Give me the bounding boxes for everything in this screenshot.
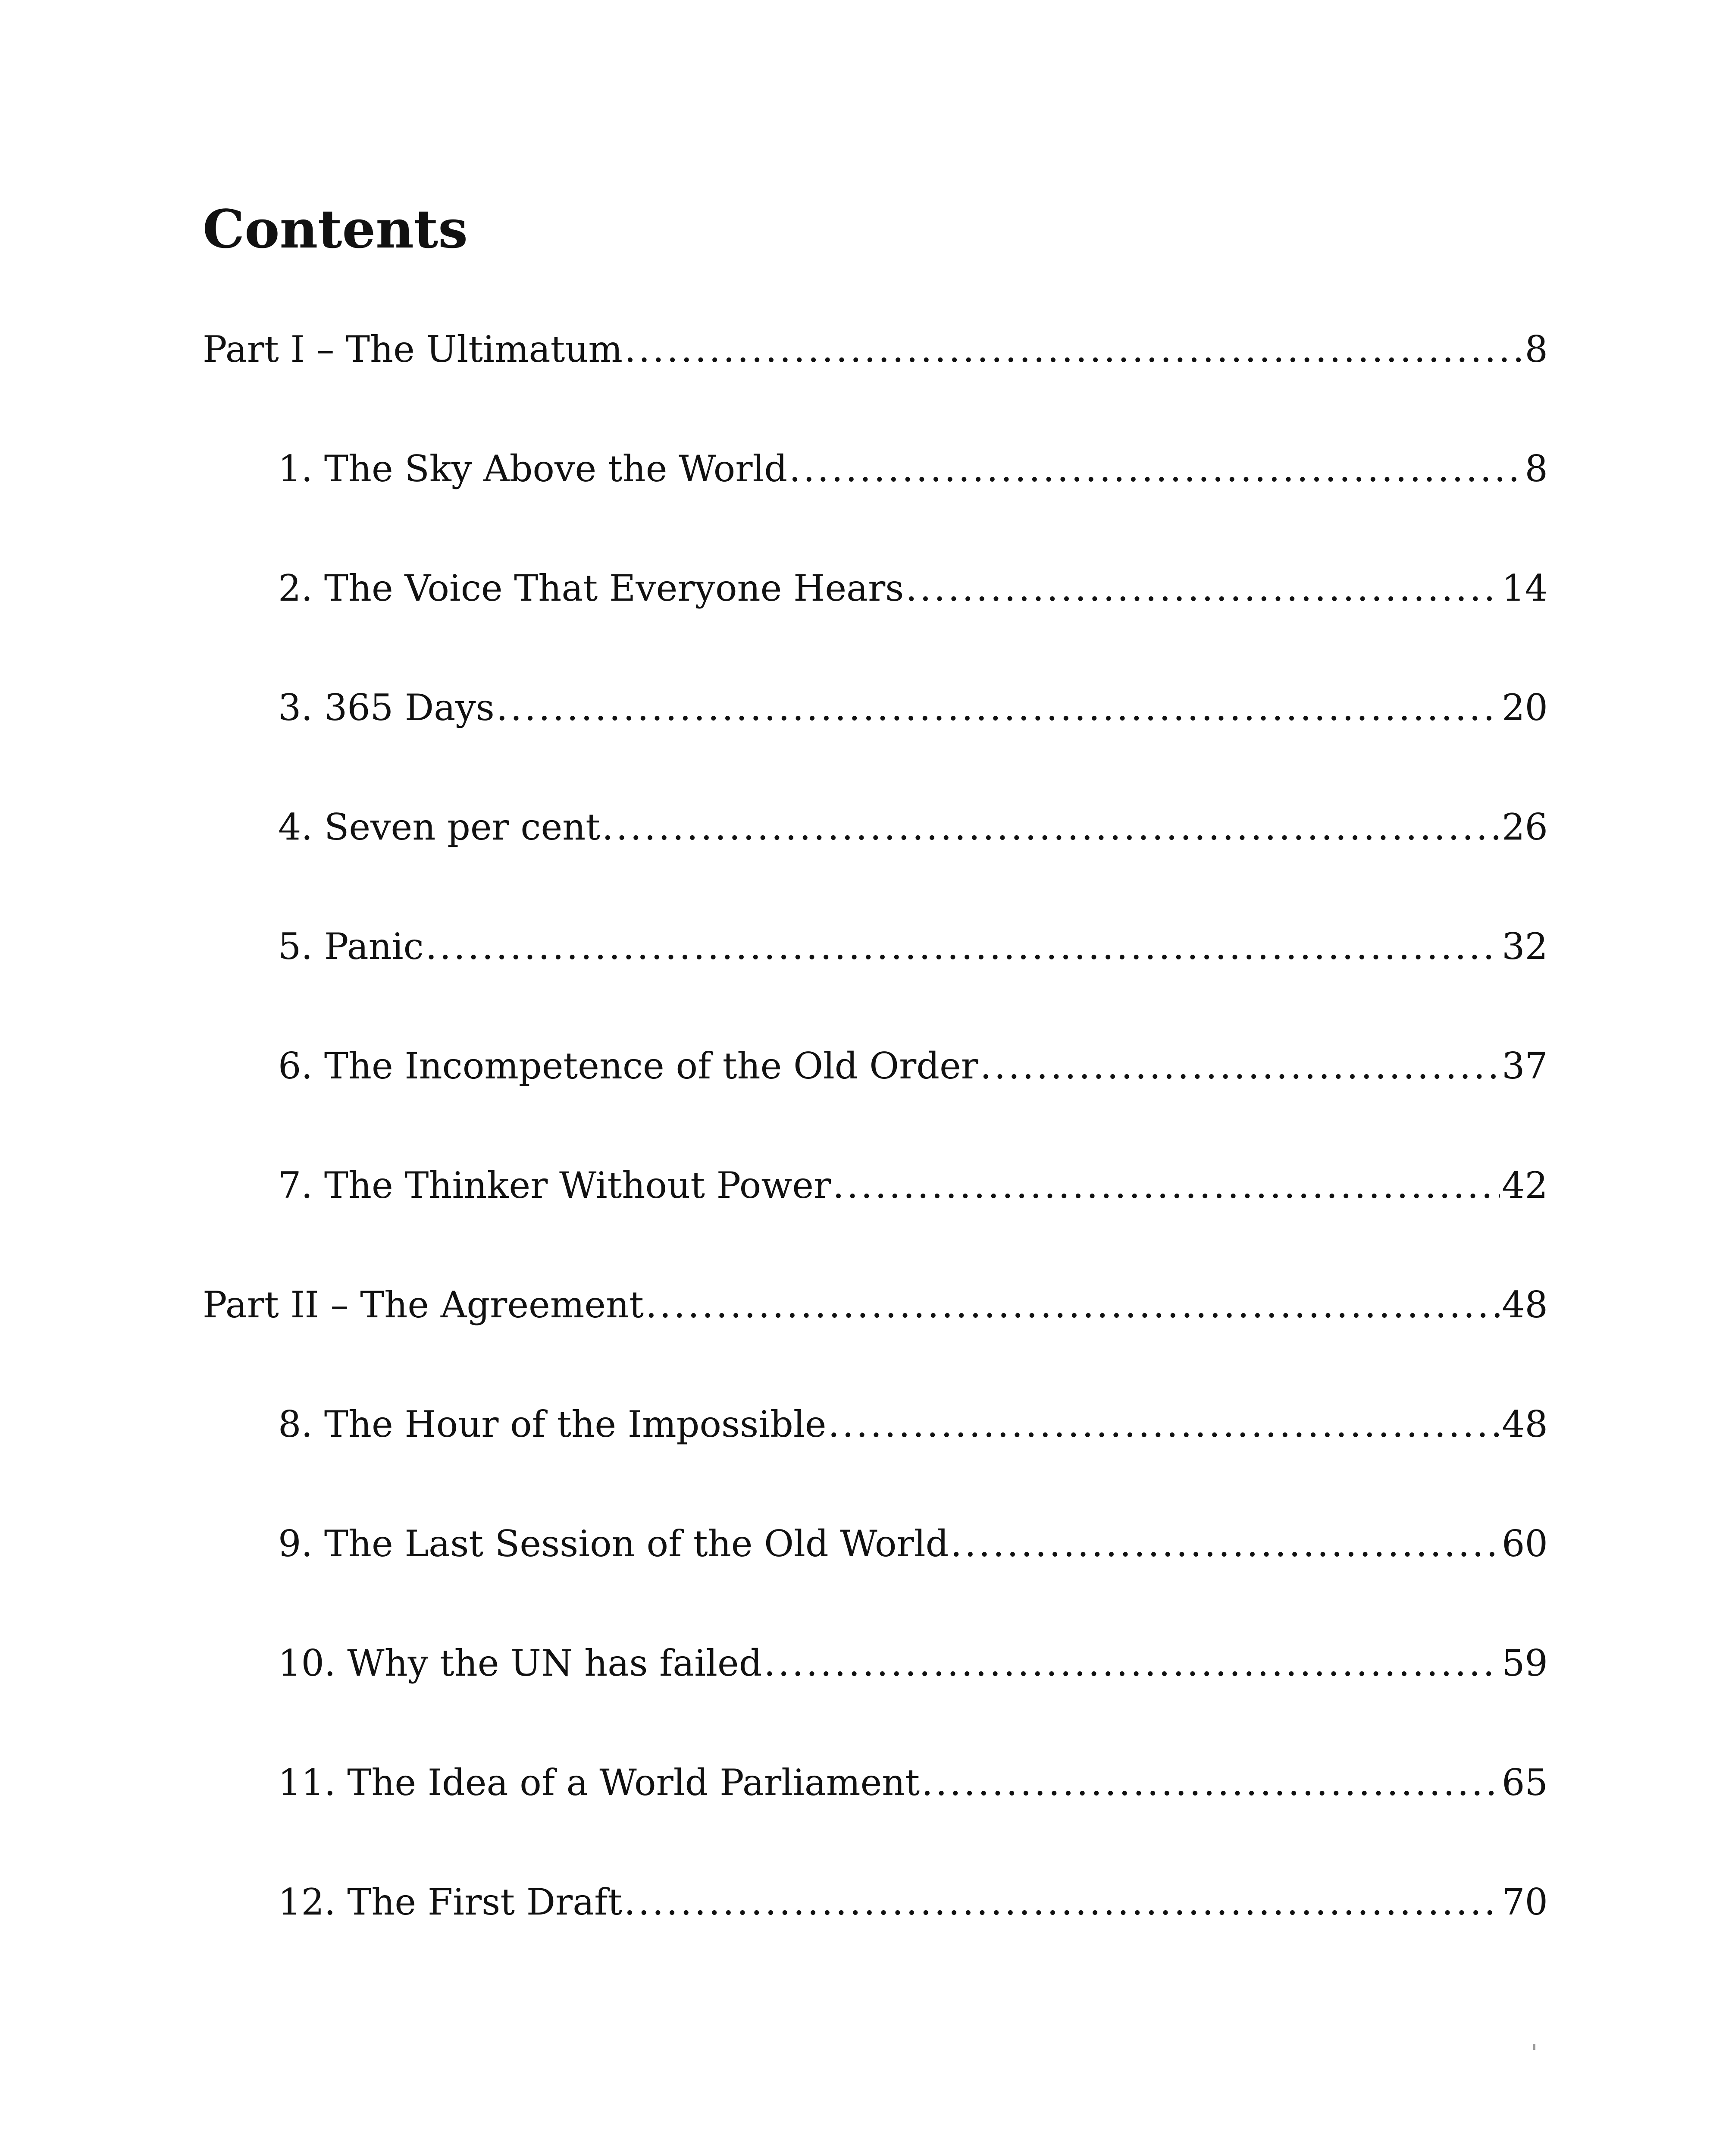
toc-entry-label: 4. Seven per cent (278, 806, 601, 848)
dot-leader (921, 1761, 1500, 1804)
toc-entry-page: 59 (1502, 1642, 1548, 1684)
dot-leader (980, 1044, 1500, 1087)
toc-entry-part-2[interactable] (203, 1283, 1548, 1326)
toc-entry-label: 12. The First Draft (278, 1881, 623, 1923)
toc-entry-label: 5. Panic (278, 925, 424, 968)
dot-leader (789, 447, 1523, 490)
dot-leader (833, 1164, 1500, 1207)
toc-entry-page: 8 (1525, 448, 1548, 490)
toc-entry-page: 20 (1502, 686, 1548, 729)
dot-leader (905, 567, 1500, 610)
dot-leader (950, 1522, 1500, 1565)
toc-entry-chapter-6[interactable] (278, 1044, 1548, 1087)
toc-entry-chapter-9[interactable] (278, 1522, 1548, 1565)
toc-entry-label: 6. The Incompetence of the Old Order (278, 1045, 978, 1087)
toc-entry-label: 2. The Voice That Everyone Hears (278, 567, 904, 609)
toc-entry-label: 8. The Hour of the Impossible (278, 1403, 827, 1445)
toc-entry-label: 3. 365 Days (278, 686, 495, 729)
dot-leader (624, 1880, 1500, 1924)
toc-entry-page: 26 (1502, 806, 1548, 848)
toc-entry-label: 1. The Sky Above the World (278, 448, 788, 490)
dot-leader (828, 1403, 1500, 1446)
toc-entry-chapter-11[interactable] (278, 1761, 1548, 1804)
toc-entry-chapter-7[interactable] (278, 1164, 1548, 1207)
toc-entry-label: 9. The Last Session of the Old World (278, 1523, 949, 1565)
toc-entry-page: 42 (1502, 1164, 1548, 1206)
toc-entry-chapter-2[interactable] (278, 567, 1548, 610)
toc-entry-label: Part II – The Agreement (203, 1284, 644, 1326)
dot-leader (426, 925, 1500, 968)
toc-entry-page: 48 (1502, 1403, 1548, 1445)
dot-leader (496, 686, 1500, 729)
toc-entry-page: 70 (1502, 1881, 1548, 1923)
toc-entry-chapter-12[interactable] (278, 1880, 1548, 1924)
toc-entry-label: 10. Why the UN has failed (278, 1642, 762, 1684)
toc-entry-page: 32 (1502, 925, 1548, 968)
toc-entry-page: 8 (1525, 328, 1548, 370)
toc-entry-chapter-5[interactable] (278, 925, 1548, 968)
toc-entry-label: 11. The Idea of a World Parliament (278, 1761, 920, 1804)
dot-leader (764, 1642, 1500, 1685)
page-title: Contents (203, 198, 468, 260)
toc-entry-chapter-1[interactable] (278, 447, 1548, 490)
dot-leader (624, 328, 1523, 371)
stray-mark (1533, 2044, 1535, 2050)
toc-entry-page: 48 (1502, 1284, 1548, 1326)
toc-entry-chapter-8[interactable] (278, 1403, 1548, 1446)
toc-entry-page: 14 (1502, 567, 1548, 609)
dot-leader (645, 1283, 1500, 1326)
toc-entry-chapter-3[interactable] (278, 686, 1548, 729)
toc-entry-page: 37 (1502, 1045, 1548, 1087)
toc-entry-page: 60 (1502, 1523, 1548, 1565)
toc-entry-label: Part I – The Ultimatum (203, 328, 623, 370)
toc-entry-part-1[interactable] (203, 328, 1548, 371)
dot-leader (602, 805, 1500, 849)
toc-entry-page: 65 (1502, 1761, 1548, 1804)
toc-entry-chapter-4[interactable] (278, 805, 1548, 849)
toc-entry-chapter-10[interactable] (278, 1642, 1548, 1685)
toc-entry-label: 7. The Thinker Without Power (278, 1164, 831, 1206)
